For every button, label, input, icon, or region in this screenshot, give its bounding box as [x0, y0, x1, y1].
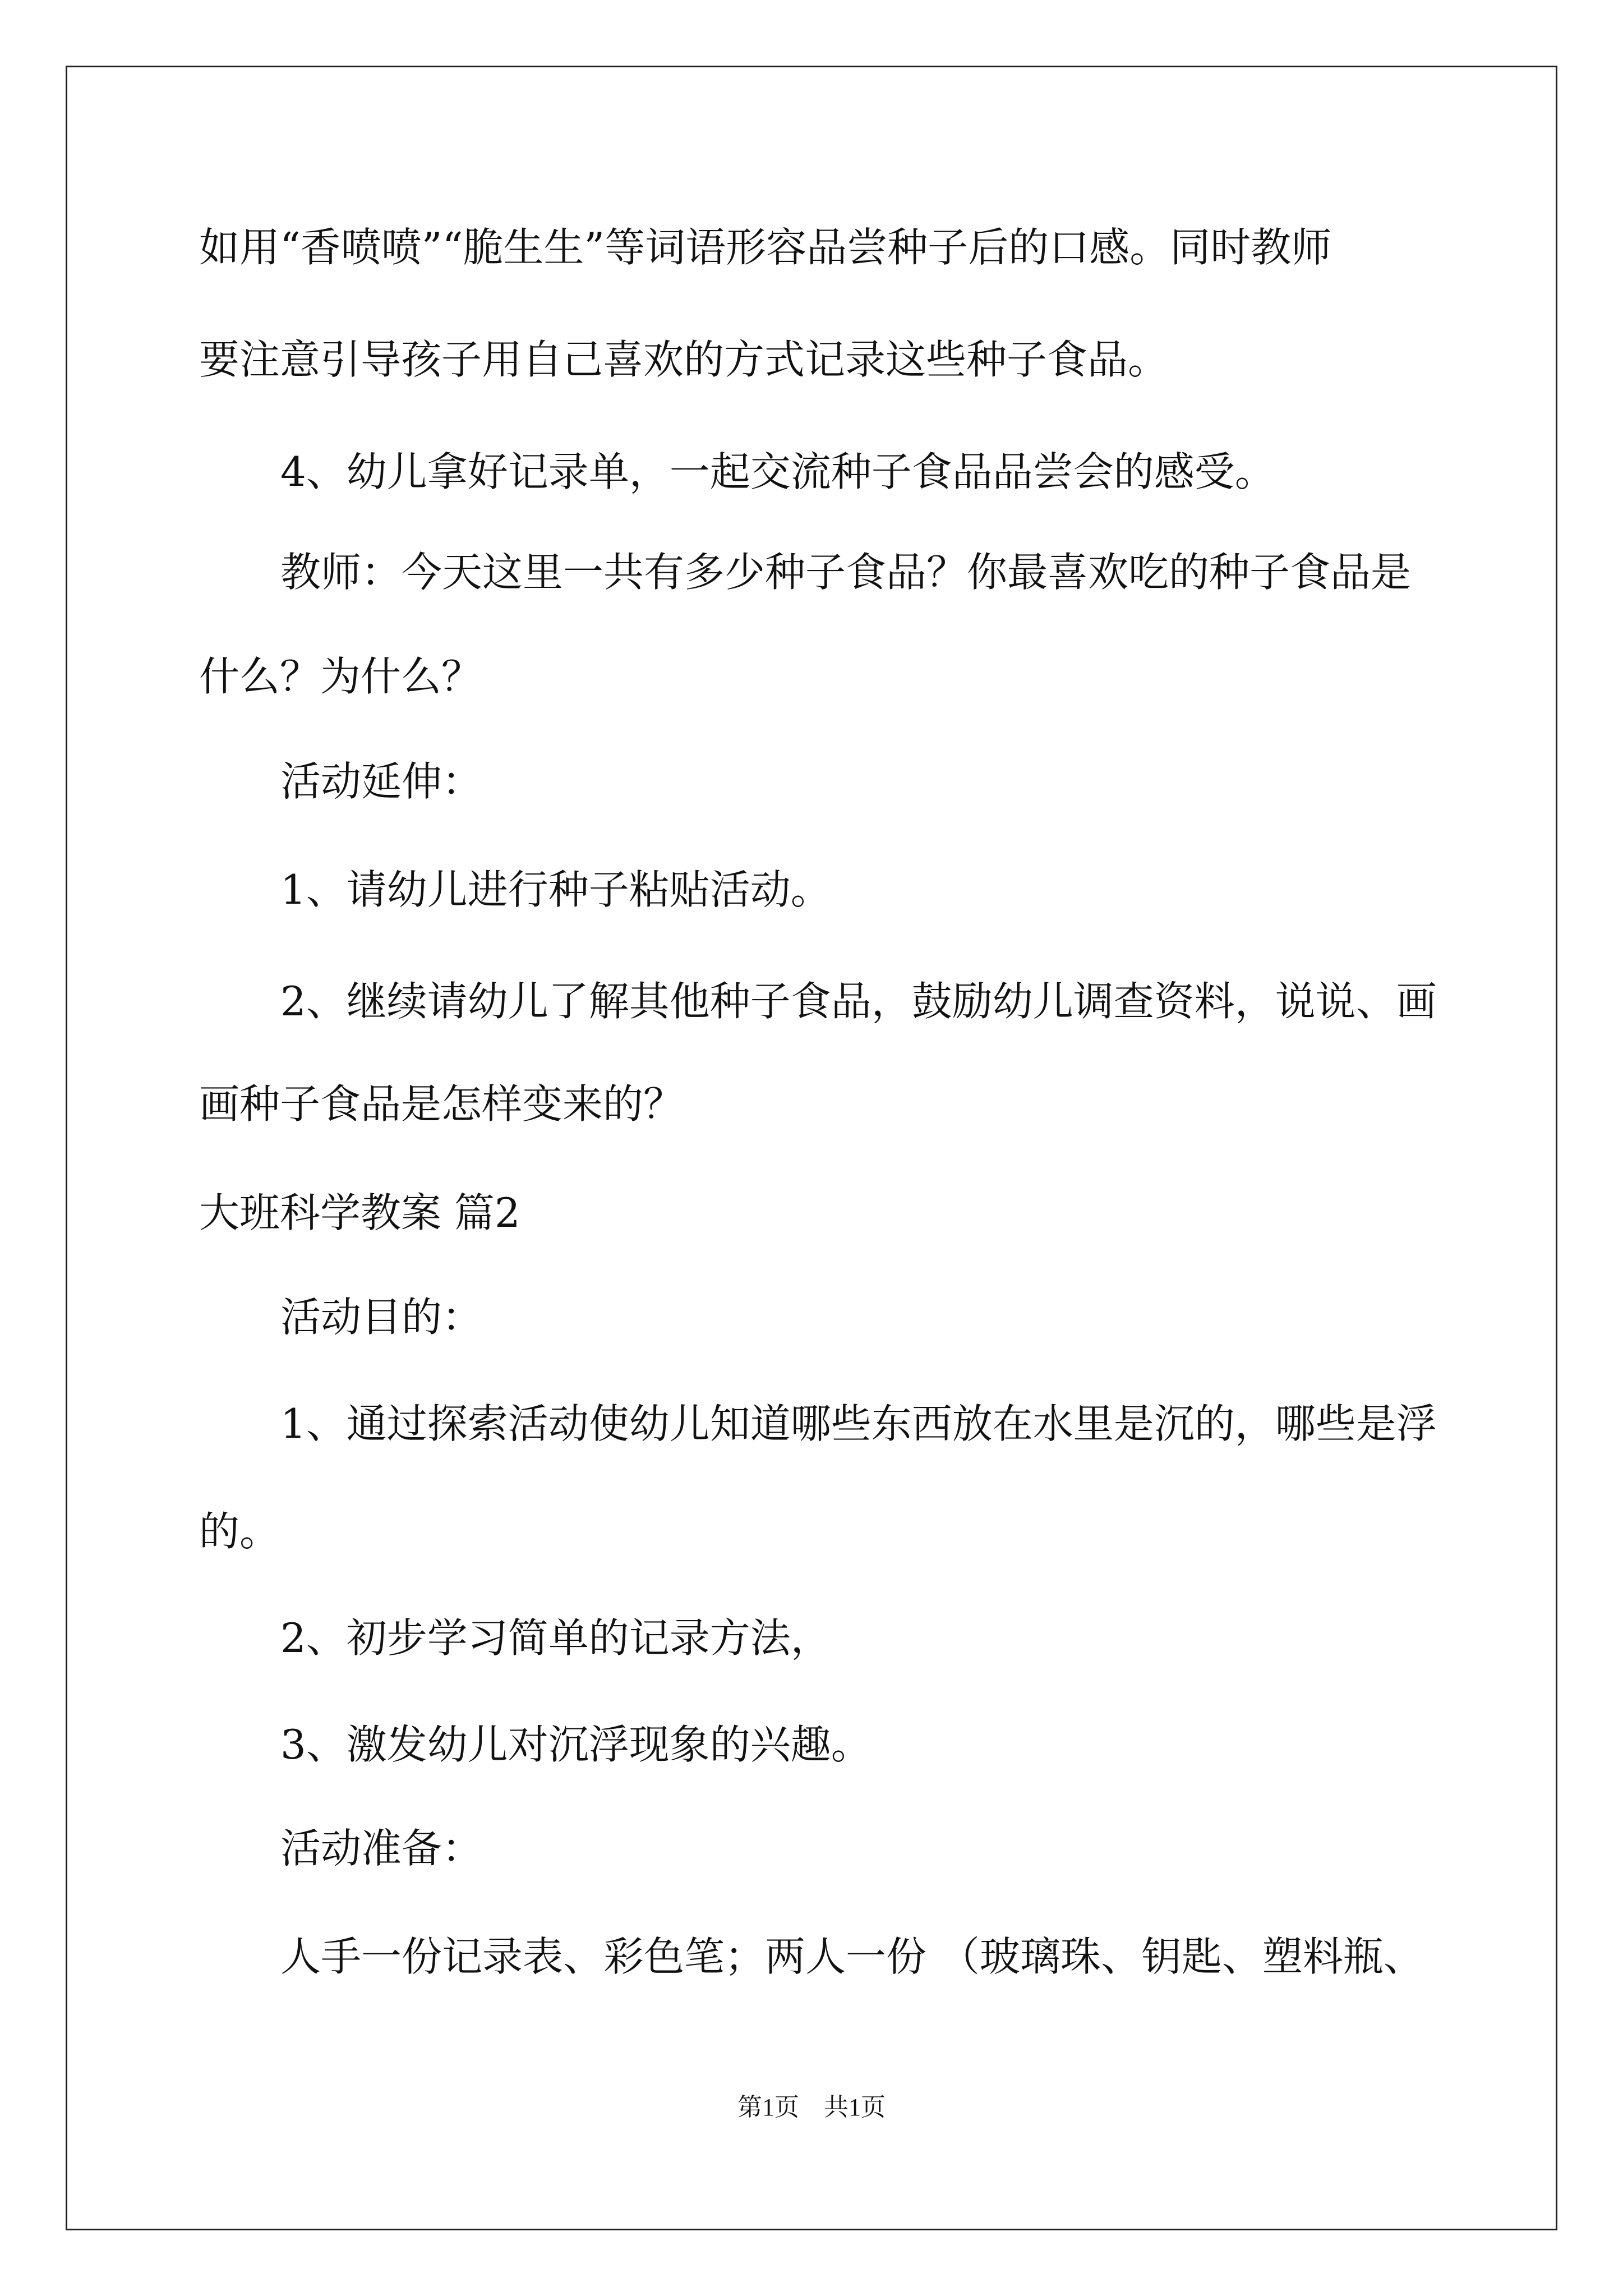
text-line: 教师：今天这里一共有多少种子食品？你最喜欢吃的种子食品是 [280, 549, 1412, 596]
section-heading: 活动目的： [280, 1294, 483, 1341]
text-line: 要注意引导孩子用自己喜欢的方式记录这些种子食品。 [199, 336, 1169, 383]
section-heading: 活动准备： [280, 1825, 483, 1872]
text-line: 3、激发幼儿对沉浮现象的兴趣。 [280, 1721, 872, 1768]
text-line: 画种子食品是怎样变来的？ [199, 1080, 684, 1128]
text-line: 1、请幼儿进行种子粘贴活动。 [280, 866, 831, 913]
text-line: 什么？为什么？ [199, 653, 482, 700]
text-line: 如用“香喷喷”“脆生生”等词语形容品尝种子后的口感。同时教师 [199, 224, 1332, 271]
text-line: 2、继续请幼儿了解其他种子食品，鼓励幼儿调查资料，说说、画 [280, 978, 1437, 1025]
section-heading: 活动延伸： [280, 758, 483, 805]
page-border [66, 66, 1557, 2230]
text-line: 1、通过探索活动使幼儿知道哪些东西放在水里是沉的，哪些是浮 [280, 1400, 1437, 1447]
article-title: 大班科学教案 篇2 [199, 1189, 520, 1236]
text-line: 2、初步学习简单的记录方法， [280, 1614, 831, 1662]
text-line: 的。 [199, 1508, 280, 1555]
text-line: 人手一份记录表、彩色笔；两人一份 （玻璃珠、钥匙、塑料瓶、 [280, 1933, 1424, 1980]
page-number-footer: 第1页 共1页 [737, 2093, 886, 2121]
text-line: 4、幼儿拿好记录单，一起交流种子食品品尝会的感受。 [280, 448, 1275, 495]
